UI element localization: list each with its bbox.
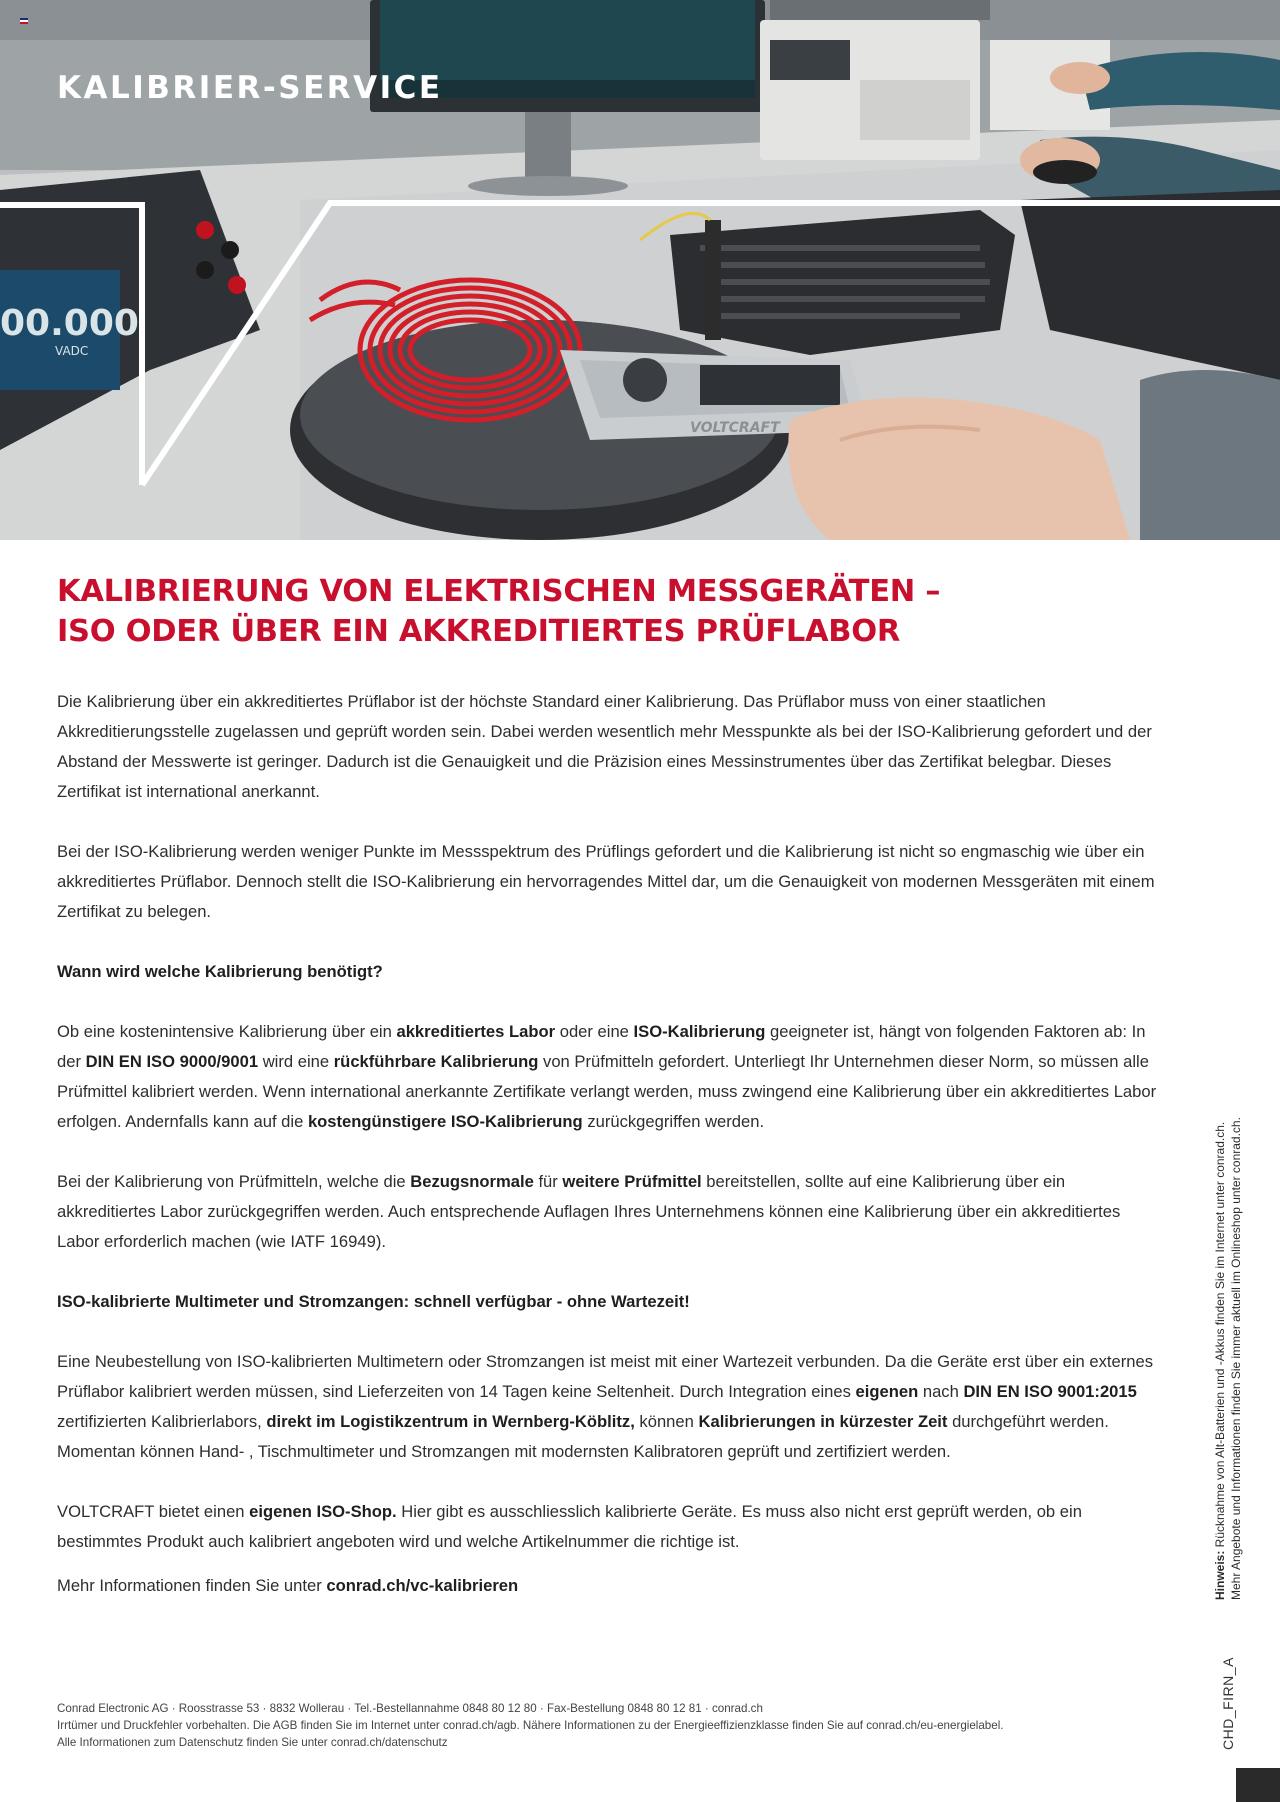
document-code: CHD_FIRN_A — [1220, 1657, 1236, 1750]
paragraph-iso: Bei der ISO-Kalibrierung werden weniger Punkte im Messspektrum des Prüflings gefordert und die Kalibrierung ist nicht so engmaschig wie über ein akkreditiertes Prüflabor. Dennoch stellt die ISO-Kalibrierung ein hervorragendes Mittel dar, um die Genauigkeit von modernen Messgeräten mit einem Zertifikat zu belegen. — [57, 842, 1155, 921]
paragraph-more-info: Mehr Informationen finden Sie unter conrad.ch/vc-kalibrieren — [57, 1576, 519, 1595]
side-note-line-2: Mehr Angebote und Informationen finden Sie immer aktuell im Onlineshop unter conrad.ch. — [1229, 1117, 1243, 1600]
headline — [57, 572, 1157, 652]
display-reading: 00.000 — [0, 303, 139, 344]
paragraph-reference-standards: Bei der Kalibrierung von Prüfmitteln, welche die Bezugsnormale für weitere Prüfmittel bereitstellen, sollte auf eine Kalibrierung über ein akkreditiertes Labor zurückgegriffen werden. Auch entsprechende Auflagen Ihres Unternehmens können eine Kalibrierung über ein akkreditiertes Labor erforderlich machen (wie IATF 16949). — [57, 1172, 1121, 1251]
footer-privacy: Alle Informationen zum Datenschutz finden Sie unter conrad.ch/datenschutz — [57, 1736, 448, 1749]
article-body — [57, 687, 1157, 1631]
flag-icon — [20, 18, 28, 24]
paragraph-factors: Ob eine kostenintensive Kalibrierung über ein akkreditiertes Labor oder eine ISO-Kalibrierung geeigneter ist, hängt von folgenden Faktoren ab: In der DIN EN ISO 9000/9001 wird eine rückführbare Kalibrierung von Prüfmitteln gefordert. Unterliegt Ihr Unternehmen dieser Norm, so müssen alle Prüfmittel kalibriert werden. Wenn international anerkannte Zertifikate verlangt werden, muss zwingend eine Kalibrierung über ein akkreditiertes Labor erfolgen. Andernfalls kann auf die kostengünstigere ISO-Kalibrierung zurückgegriffen werden. — [57, 1022, 1157, 1131]
subheading-when: Wann wird welche Kalibrierung benötigt? — [57, 962, 383, 981]
headline-line-1: KALIBRIERUNG VON ELEKTRISCHEN MESSGERÄTEN – — [57, 574, 941, 609]
page-title: KALIBRIER-SERVICE — [57, 70, 443, 106]
device-brand: VOLTCRAFT — [690, 420, 780, 436]
paragraph-new-order: Eine Neubestellung von ISO-kalibrierten Multimetern oder Stromzangen ist meist mit einer Wartezeit verbunden. Da die Geräte erst über ein externes Prüflabor kalibriert werden müssen, sind Lieferzeiten von 14 Tagen keine Seltenheit. Durch Integration eines eigenen nach DIN EN ISO 9001:2015 zertifizierten Kalibrierlabors, direkt im Logistikzentrum in Wernberg-Köblitz, können Kalibrierungen in kürzester Zeit durchgeführt werden. Momentan können Hand- , Tischmultimeter und Stromzangen mit modernsten Kalibratoren geprüft und zertifiziert werden. — [57, 1352, 1154, 1461]
footer — [57, 1700, 1207, 1751]
side-note-label: Hinweis: — [1213, 1550, 1227, 1600]
subheading-iso-multimeter: ISO-kalibrierte Multimeter und Stromzangen: schnell verfügbar - ohne Wartezeit! — [57, 1292, 690, 1311]
paragraph-accredited: Die Kalibrierung über ein akkreditiertes Prüflabor ist der höchste Standard einer Kalibrierung. Das Prüflabor muss von einer staatlichen Akkreditierungsstelle zugelassen und geprüft worden sein. Dabei werden wesentlich mehr Messpunkte als bei der ISO-Kalibrierung gefordert und der Abstand der Messwerte ist geringer. Dadurch ist die Genauigkeit und die Präzision eines Messinstrumentes über das Zertifikat belegbar. Dieses Zertifikat ist international anerkannt. — [57, 692, 1152, 801]
footer-disclaimer: Irrtümer und Druckfehler vorbehalten. Die AGB finden Sie im Internet unter conrad.ch/agb. Nähere Informationen zu der Energieeffizienzklasse finden Sie auf conrad.ch/eu-energielabel. — [57, 1719, 1004, 1732]
side-note-line-1: Rücknahme von Alt-Batterien und -Akkus finden Sie im Internet unter conrad.ch. — [1213, 1121, 1227, 1551]
more-info-link[interactable]: conrad.ch/vc-kalibrieren — [326, 1576, 519, 1595]
display-unit: VADC — [55, 344, 89, 358]
hero-image — [0, 0, 1280, 540]
headline-line-2: ISO ODER ÜBER EIN AKKREDITIERTES PRÜFLABOR — [57, 614, 901, 649]
side-note — [1212, 1040, 1244, 1600]
footer-address: Conrad Electronic AG · Roosstrasse 53 · 8832 Wollerau · Tel.-Bestellannahme 0848 80 12 80 · Fax-Bestellung 0848 80 12 81 · conrad.ch — [57, 1702, 763, 1715]
paragraph-iso-shop: VOLTCRAFT bietet einen eigenen ISO-Shop. Hier gibt es ausschliesslich kalibrierte Geräte. Es muss also nicht erst geprüft werden, ob ein bestimmtes Produkt auch kalibriert angeboten wird und welche Artikelnummer die richtige ist. — [57, 1502, 1082, 1551]
corner-marker — [1236, 1768, 1280, 1802]
